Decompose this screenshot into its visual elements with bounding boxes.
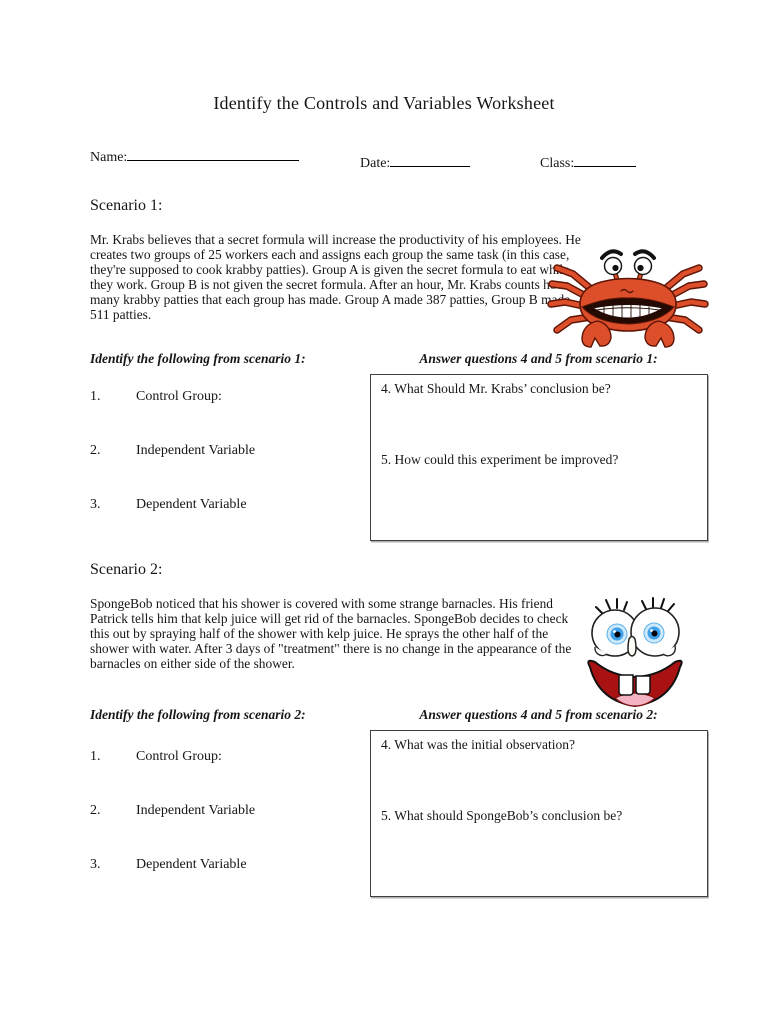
spongebob-face-illustration-icon (582, 595, 688, 712)
name-label: Name: (90, 150, 128, 165)
scenario2-question5: 5. What should SpongeBob’s conclusion be? (381, 808, 623, 823)
scenario2-description: SpongeBob noticed that his shower is covered with some strange barnacles. His friend Patrick tells him that kelp juice will get rid of the barnacles. SpongeBob decides to check this out by spraying half of the shower with kelp juice. He sprays the other half of the shower with water. After 3 days of "treatment" there is no change in the appearance of the barnacles on either side of the shower. (90, 596, 572, 671)
class-field (540, 153, 636, 172)
scenario1-description: Mr. Krabs believes that a secret formula will increase the productivity of his employees. He creates two groups of 25 workers each and assigns each group the same task (in this case, they're supposed to cook krabby patties). Group A is given the secret formula to eat while they work. Group B is not given the secret formula. After an hour, Mr. Krabs counts how many krabby patties that each group has made. Group A made 387 patties, Group B made 511 patties. (90, 232, 581, 322)
item-number: 2. (90, 443, 101, 458)
scenario2-question4: 4. What was the initial observation? (381, 737, 575, 752)
header-fields (0, 147, 768, 169)
scenario2-answer-heading: Answer questions 4 and 5 from scenario 2: (419, 707, 658, 722)
date-label: Date: (360, 156, 391, 171)
scenario1-heading: Scenario 1: (90, 197, 163, 214)
scenario2-item-dependent-variable (90, 857, 247, 873)
item-number: 1. (90, 749, 101, 764)
class-blank-line[interactable] (574, 153, 636, 167)
scenario2-identify-heading: Identify the following from scenario 2: (90, 707, 306, 722)
date-field (360, 153, 470, 172)
item-label: Independent Variable (136, 443, 256, 458)
item-number: 2. (90, 803, 101, 818)
item-number: 1. (90, 389, 101, 404)
item-label: Dependent Variable (136, 497, 247, 512)
item-label: Control Group: (136, 389, 222, 404)
scenario1-item-dependent-variable (90, 497, 247, 513)
crab-illustration-icon (547, 246, 710, 348)
item-label: Control Group: (136, 749, 222, 764)
item-label: Independent Variable (136, 803, 256, 818)
scenario1-identify-heading: Identify the following from scenario 1: (90, 351, 306, 366)
date-blank-line[interactable] (390, 153, 470, 167)
name-blank-line[interactable] (127, 147, 299, 161)
scenario1-item-control-group (90, 389, 222, 405)
scenario2-heading: Scenario 2: (90, 561, 163, 578)
item-number: 3. (90, 857, 101, 872)
scenario2-item-control-group (90, 749, 222, 765)
scenario2-answer-box[interactable] (370, 730, 708, 897)
scenario1-question4: 4. What Should Mr. Krabs’ conclusion be? (381, 381, 611, 396)
scenario1-item-independent-variable (90, 443, 255, 459)
class-label: Class: (540, 156, 575, 171)
scenario1-answer-box[interactable] (370, 374, 708, 541)
name-field (90, 147, 299, 166)
item-number: 3. (90, 497, 101, 512)
page-title: Identify the Controls and Variables Worksheet (213, 93, 555, 113)
scenario1-answer-heading: Answer questions 4 and 5 from scenario 1: (419, 351, 658, 366)
scenario2-item-independent-variable (90, 803, 255, 819)
item-label: Dependent Variable (136, 857, 247, 872)
scenario1-question5: 5. How could this experiment be improved? (381, 452, 619, 467)
